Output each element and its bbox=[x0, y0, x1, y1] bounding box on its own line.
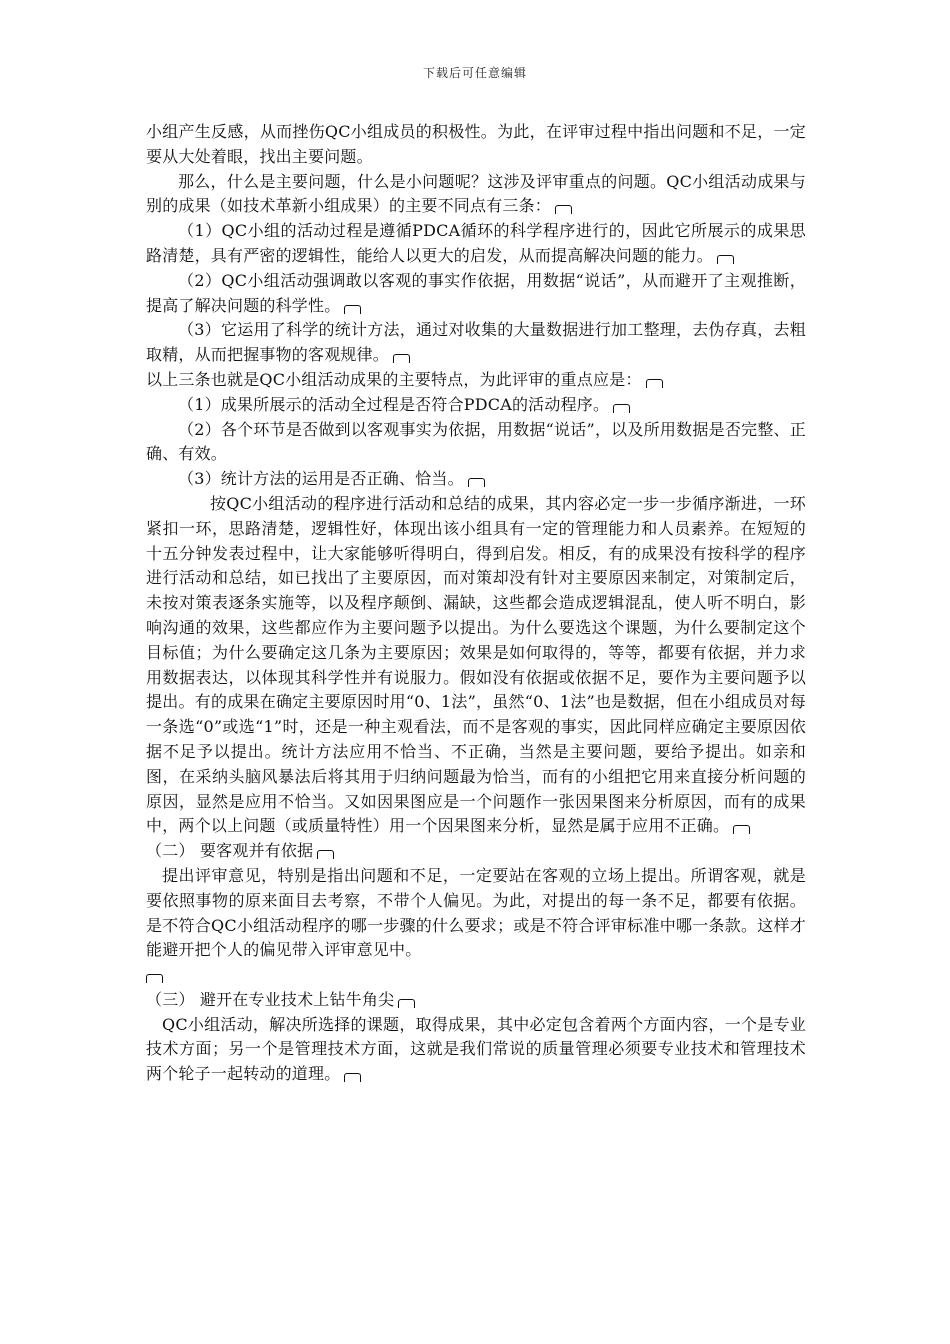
paragraph-mark-icon bbox=[344, 1073, 361, 1082]
section-heading-2 bbox=[146, 839, 806, 864]
paragraph-text: 按QC小组活动的程序进行活动和总结的成果，其内容必定一步一步循序渐进，一环紧扣一环，思路清楚，逻辑性好，体现出该小组具有一定的管理能力和人员素养。在短短的十五分钟发表过程中，让大家能够听得明白，得到启发。相反，有的成果没有按科学的程序进行活动和总结，如已找出了主要原因，而对策却没有针对主要原因来制定，对策制定后，未按对策表逐条实施等，以及程序颠倒、漏缺，这些都会造成逻辑混乱，使人听不明白，影响沟通的效果，这些都应作为主要问题予以提出。为什么要选这个课题，为什么要制定这个目标值；为什么要确定这几条为主要原因；效果是如何取得的，等等，都要有依据，并力求用数据表达，以体现其科学性并有说服力。假如没有依据或依据不足，要作为主要问题予以提出。有的成果在确定主要原因时用“0、1法”，虽然“0、1法”也是数据，但在小组成员对每一条选“0”或选“1”时，还是一种主观看法，而不是客观的事实，因此同样应确定主要原因依据不足予以提出。统计方法应用不恰当、不正确，当然是主要问题，要给予提出。如亲和图，在采纳头脑风暴法后将其用于归纳问题最为恰当，而有的小组把它用来直接分析问题的原因，显然是应用不恰当。又如因果图应是一个问题作一张因果图来分析原因，而有的成果中，两个以上问题（或质量特性）用一个因果图来分析，显然是属于应用不正确。 bbox=[146, 493, 806, 836]
paragraph-text: 那么，什么是主要问题，什么是小问题呢？这涉及评审重点的问题。QC小组活动成果与别的成果（如技术革新小组成果）的主要不同点有三条： bbox=[146, 171, 806, 216]
paragraph-4 bbox=[146, 269, 806, 319]
paragraph-text: （3）统计方法的运用是否正确、恰当。 bbox=[178, 469, 464, 489]
document-body bbox=[146, 120, 806, 1087]
paragraph-text: （1）成果所展示的活动全过程是否符合PDCA的活动程序。 bbox=[178, 394, 610, 414]
page-header: 下载后可任意编辑 bbox=[422, 66, 527, 80]
section-heading-text: （三） 避开在专业技术上钻牛角尖 bbox=[146, 989, 395, 1009]
paragraph-2 bbox=[146, 170, 806, 220]
paragraph-text: 以上三条也就是QC小组活动成果的主要特点，为此评审的重点应是： bbox=[146, 369, 642, 389]
empty-line bbox=[146, 963, 806, 988]
paragraph-11 bbox=[146, 864, 806, 963]
paragraph-mark-icon bbox=[468, 478, 485, 487]
paragraph-text: （1）QC小组的活动过程是遵循PDCA循环的科学程序进行的，因此它所展示的成果思路清楚，具有严密的逻辑性，能给人以更大的启发，从而提高解决问题的能力。 bbox=[146, 221, 806, 265]
paragraph-1 bbox=[146, 120, 806, 170]
paragraph-mark-icon bbox=[717, 255, 734, 264]
section-heading-3 bbox=[146, 988, 806, 1013]
paragraph-3 bbox=[146, 219, 806, 269]
paragraph-text: （2）QC小组活动强调敢以客观的事实作依据，用数据“说话”，从而避开了主观推断，提高了解决问题的科学性。 bbox=[146, 270, 806, 315]
paragraph-6 bbox=[146, 368, 806, 393]
paragraph-10 bbox=[146, 492, 806, 839]
paragraph-mark-icon bbox=[646, 379, 663, 388]
paragraph-text: 小组产生反感，从而挫伤QC小组成员的积极性。为此，在评审过程中指出问题和不足，一定要从大处着眼，找出主要问题。 bbox=[146, 122, 806, 166]
paragraph-text: QC小组活动，解决所选择的课题，取得成果，其中必定包含着两个方面内容，一个是专业技术方面；另一个是管理技术方面，这就是我们常说的质量管理必须要专业技术和管理技术两个轮子一起转动的道理。 bbox=[146, 1014, 806, 1084]
paragraph-mark-icon bbox=[146, 974, 163, 983]
section-heading-text: （二） 要客观并有依据 bbox=[146, 841, 314, 861]
paragraph-mark-icon bbox=[344, 305, 361, 314]
paragraph-9 bbox=[146, 467, 806, 492]
paragraph-text: 提出评审意见，特别是指出问题和不足，一定要站在客观的立场上提出。所谓客观，就是要依照事物的原来面目去考察，不带个人偏见。为此，对提出的每一条不足，都要有依据。是不符合QC小组活动程序的哪一步骤的什么要求；或是不符合评审标准中哪一条款。这样才能避开把个人的偏见带入评审意见中。 bbox=[146, 865, 806, 960]
paragraph-text: （2）各个环节是否做到以客观事实为依据，用数据“说话”，以及所用数据是否完整、正确、有效。 bbox=[146, 419, 806, 464]
paragraph-mark-icon bbox=[317, 850, 334, 859]
paragraph-8 bbox=[146, 418, 806, 468]
paragraph-5 bbox=[146, 318, 806, 368]
paragraph-7 bbox=[146, 393, 806, 418]
paragraph-mark-icon bbox=[733, 825, 750, 834]
paragraph-mark-icon bbox=[398, 999, 415, 1008]
paragraph-mark-icon bbox=[613, 404, 630, 413]
paragraph-mark-icon bbox=[393, 354, 410, 363]
paragraph-12 bbox=[146, 1013, 806, 1087]
paragraph-mark-icon bbox=[555, 205, 572, 214]
paragraph-text: （3）它运用了科学的统计方法，通过对收集的大量数据进行加工整理，去伪存真，去粗取精，从而把握事物的客观规律。 bbox=[146, 320, 806, 365]
